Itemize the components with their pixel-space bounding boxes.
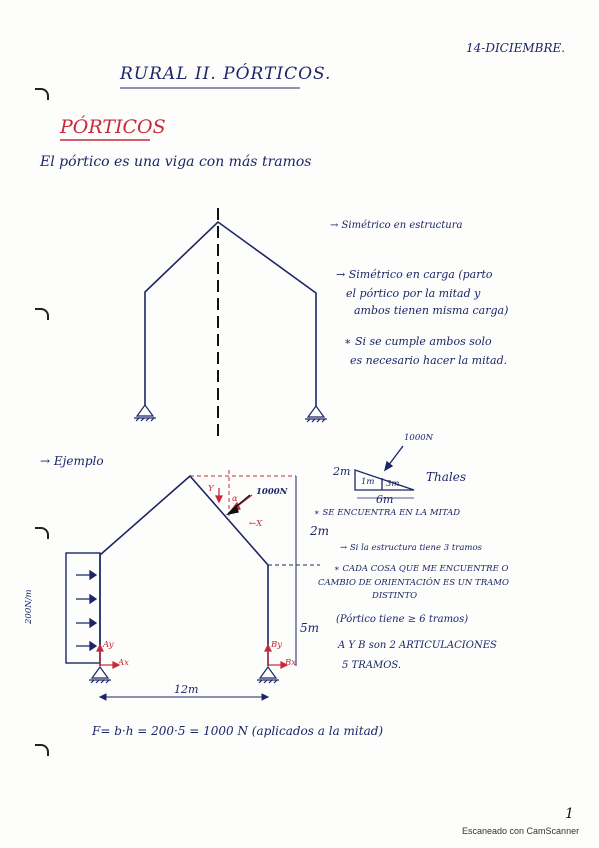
intro-text: El pórtico es una viga con más tramos: [40, 154, 312, 170]
reaction-ax-label: Ax: [118, 658, 129, 668]
note-each-change: CAMBIO DE ORIENTACIÓN ES UN TRAMO: [318, 578, 509, 588]
example-label: → Ejemplo: [40, 454, 104, 468]
page-title: RURAL II. PÓRTICOS.: [120, 64, 332, 84]
dimension-5m-label: 5m: [300, 621, 320, 635]
example-frame: [100, 476, 268, 666]
thales-6m: 6m: [376, 493, 394, 506]
note-symmetric-load: el pórtico por la mitad y: [346, 287, 481, 300]
note-portico-tramos: (Pórtico tiene ≥ 6 tramos): [336, 614, 469, 625]
note-five-tramos: 5 TRAMOS.: [342, 660, 402, 671]
note-half-only: ∗ Si se cumple ambos solo: [344, 335, 492, 348]
angle-label: α: [232, 494, 238, 504]
reaction-ay-label: Ay: [103, 640, 114, 650]
scanner-watermark: Escaneado con CamScanner: [462, 826, 580, 836]
section-heading: PÓRTICOS: [60, 116, 166, 138]
portal-frame-sketch: [145, 222, 316, 406]
thales-2m: 2m: [333, 465, 351, 478]
height-dimension: [268, 476, 320, 666]
force-label: 1000N: [256, 487, 288, 497]
note-symmetric-load: ambos tienen misma carga): [354, 304, 509, 317]
page-number: 1: [565, 806, 574, 822]
thales-1m: 1m: [361, 477, 375, 487]
note-articulations: A Y B son 2 ARTICULACIONES: [338, 640, 497, 651]
distributed-load-label: 200N/m: [24, 589, 34, 624]
note-half-only: es necesario hacer la mitad.: [350, 354, 508, 367]
thales-3m: 3m: [386, 479, 400, 489]
pin-support-icon: [89, 667, 111, 683]
thales-label: Thales: [426, 470, 466, 484]
load-arrow-icon: [76, 571, 96, 650]
note-tramos: → Si la estructura tiene 3 tramos: [340, 543, 482, 553]
dimension-2m-label: 2m: [310, 524, 330, 538]
force-formula: F= b·h = 200·5 = 1000 N (aplicados a la mitad): [92, 724, 384, 738]
thales-force-label: 1000N: [404, 433, 434, 443]
pin-support-icon: [257, 667, 279, 683]
date-label: 14-DICIEMBRE.: [466, 41, 566, 55]
note-each-change: DISTINTO: [372, 591, 418, 601]
dimension-12m-label: 12m: [174, 683, 199, 696]
pin-support-icon: [134, 405, 156, 421]
note-each-change: ∗ CADA COSA QUE ME ENCUENTRE O: [334, 564, 509, 574]
reaction-bx-label: Bx: [285, 658, 297, 668]
x-axis-label: ←X: [249, 519, 263, 529]
note-symmetric-load: → Simétrico en carga (parto: [336, 268, 493, 281]
force-arrow-icon: [385, 446, 403, 470]
reaction-by-label: By: [271, 640, 283, 650]
note-symmetric-structure: → Simétrico en estructura: [330, 220, 463, 231]
note-midpoint: ∗ SE ENCUENTRA EN LA MITAD: [314, 508, 461, 518]
pin-support-icon: [305, 406, 327, 422]
y-axis-label: Y: [208, 484, 214, 494]
